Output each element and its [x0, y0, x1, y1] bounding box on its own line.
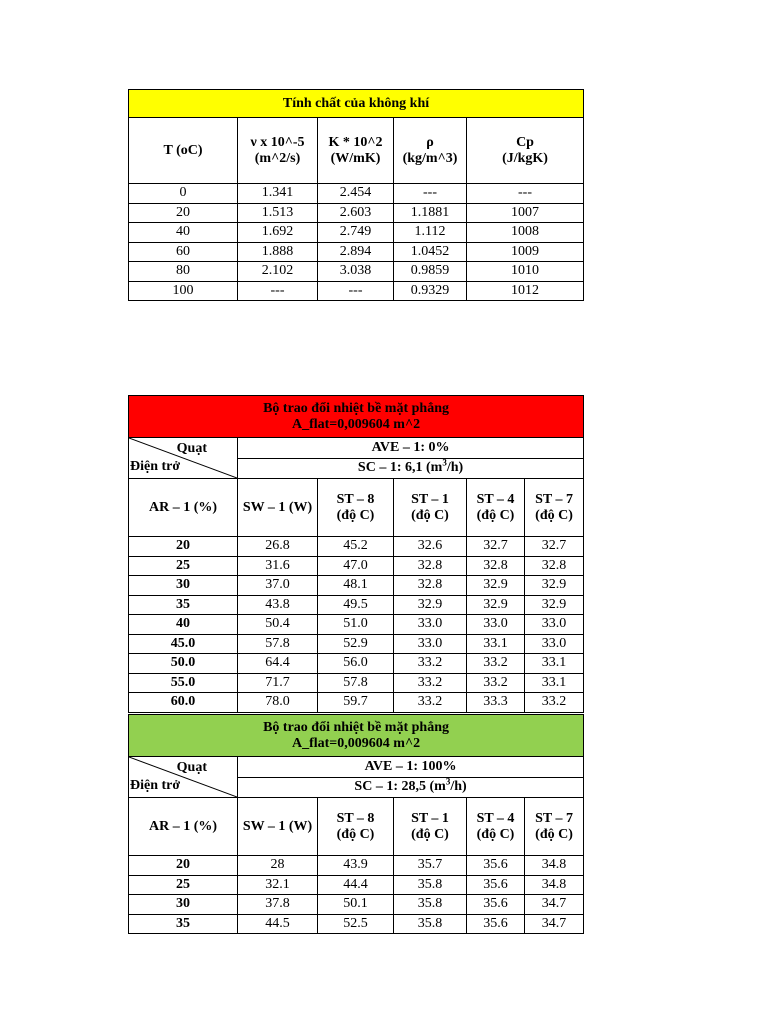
- table-row: [129, 615, 584, 635]
- header-sw1: SW – 1 (W): [238, 479, 318, 537]
- exchanger-2-body: [129, 856, 584, 934]
- table-cell: 30: [129, 895, 238, 915]
- table-cell: 60: [129, 242, 238, 262]
- table-row: [129, 537, 584, 557]
- table-cell: 33.0: [525, 634, 584, 654]
- table-cell: 1.341: [238, 184, 318, 204]
- table-cell: 32.9: [394, 595, 467, 615]
- table-cell: 20: [129, 856, 238, 876]
- table-cell: 45.2: [318, 537, 394, 557]
- header-specific-heat: Cp (J/kgK): [467, 118, 584, 184]
- table-cell: 34.7: [525, 895, 584, 915]
- table-cell: 30: [129, 576, 238, 596]
- table-cell: 34.7: [525, 914, 584, 934]
- table-cell: 33.1: [467, 634, 525, 654]
- table-cell: 37.8: [238, 895, 318, 915]
- table-cell: 35.8: [394, 875, 467, 895]
- table-cell: 35.8: [394, 914, 467, 934]
- air-table-header-row: [129, 118, 584, 184]
- table-row: [129, 223, 584, 243]
- table-cell: ---: [394, 184, 467, 204]
- table-cell: 33.0: [394, 615, 467, 635]
- table-cell: 32.8: [394, 556, 467, 576]
- table-cell: 57.8: [318, 673, 394, 693]
- table-cell: 50.4: [238, 615, 318, 635]
- table-cell: 48.1: [318, 576, 394, 596]
- fan-label: Quạt: [176, 760, 207, 775]
- exchanger-2-ave: AVE – 1: 100%: [238, 757, 584, 778]
- table-cell: 0.9329: [394, 281, 467, 301]
- table-cell: 47.0: [318, 556, 394, 576]
- table-cell: 35.8: [394, 895, 467, 915]
- header-st8: ST – 8 (độ C): [318, 798, 394, 856]
- table-row: [129, 203, 584, 223]
- table-cell: 78.0: [238, 693, 318, 713]
- table-cell: 32.7: [467, 537, 525, 557]
- table-cell: 45.0: [129, 634, 238, 654]
- table-cell: 20: [129, 537, 238, 557]
- table-cell: 40: [129, 223, 238, 243]
- table-row: [129, 556, 584, 576]
- table-cell: 33.0: [394, 634, 467, 654]
- heat-exchanger-table-1: [128, 395, 584, 713]
- header-st7: ST – 7 (độ C): [525, 798, 584, 856]
- table-cell: 37.0: [238, 576, 318, 596]
- table-cell: 33.2: [525, 693, 584, 713]
- table-cell: 80: [129, 262, 238, 282]
- table-row: [129, 281, 584, 301]
- table-cell: 2.454: [318, 184, 394, 204]
- table-cell: 1009: [467, 242, 584, 262]
- table-cell: 33.2: [394, 673, 467, 693]
- table-cell: 43.9: [318, 856, 394, 876]
- table-row: [129, 875, 584, 895]
- exchanger-2-ave-row: [129, 757, 584, 778]
- table-cell: 51.0: [318, 615, 394, 635]
- header-viscosity: ν x 10^-5 (m^2/s): [238, 118, 318, 184]
- exchanger-1-title-row: [129, 396, 584, 438]
- table-cell: 1012: [467, 281, 584, 301]
- table-cell: 33.2: [467, 654, 525, 674]
- table-cell: 35.6: [467, 856, 525, 876]
- header-st4: ST – 4 (độ C): [467, 479, 525, 537]
- table-cell: 40: [129, 615, 238, 635]
- table-cell: 33.0: [525, 615, 584, 635]
- table-row: [129, 634, 584, 654]
- table-cell: 57.8: [238, 634, 318, 654]
- table-cell: 35: [129, 595, 238, 615]
- table-cell: 1.513: [238, 203, 318, 223]
- header-st8: ST – 8 (độ C): [318, 479, 394, 537]
- table-cell: 50.1: [318, 895, 394, 915]
- table-cell: 52.5: [318, 914, 394, 934]
- table-cell: 60.0: [129, 693, 238, 713]
- header-conductivity: K * 10^2 (W/mK): [318, 118, 394, 184]
- table-cell: 25: [129, 875, 238, 895]
- table-cell: 64.4: [238, 654, 318, 674]
- table-cell: 1010: [467, 262, 584, 282]
- table-cell: 35.7: [394, 856, 467, 876]
- table-cell: 28: [238, 856, 318, 876]
- table-row: [129, 856, 584, 876]
- resistor-label: Điện trở: [130, 778, 181, 793]
- header-st1: ST – 1 (độ C): [394, 798, 467, 856]
- table-cell: 1007: [467, 203, 584, 223]
- table-cell: 2.102: [238, 262, 318, 282]
- table-row: [129, 693, 584, 713]
- table-cell: 32.1: [238, 875, 318, 895]
- table-cell: 35.6: [467, 875, 525, 895]
- table-cell: ---: [467, 184, 584, 204]
- table-cell: 2.603: [318, 203, 394, 223]
- table-cell: 1.112: [394, 223, 467, 243]
- table-cell: 33.0: [467, 615, 525, 635]
- fan-label: Quạt: [176, 441, 207, 456]
- header-ar1: AR – 1 (%): [129, 479, 238, 537]
- table-cell: 32.9: [467, 595, 525, 615]
- table-cell: 20: [129, 203, 238, 223]
- table-cell: 33.1: [525, 673, 584, 693]
- air-table-title: Tính chất của không khí: [129, 90, 584, 118]
- table-cell: 33.3: [467, 693, 525, 713]
- table-row: [129, 673, 584, 693]
- table-cell: 0.9859: [394, 262, 467, 282]
- table-cell: 35.6: [467, 914, 525, 934]
- header-st4: ST – 4 (độ C): [467, 798, 525, 856]
- table-cell: 35: [129, 914, 238, 934]
- table-cell: 52.9: [318, 634, 394, 654]
- heat-exchanger-table-2: [128, 714, 584, 934]
- exchanger-1-body: [129, 537, 584, 713]
- table-cell: 0: [129, 184, 238, 204]
- table-row: [129, 262, 584, 282]
- table-cell: ---: [238, 281, 318, 301]
- table-cell: 32.8: [467, 556, 525, 576]
- table-row: [129, 654, 584, 674]
- exchanger-2-sc: SC – 1: 28,5 $(m^3/h)$: [238, 777, 584, 798]
- table-cell: 33.2: [394, 693, 467, 713]
- table-cell: 35.6: [467, 895, 525, 915]
- table-cell: 2.749: [318, 223, 394, 243]
- table-cell: 44.4: [318, 875, 394, 895]
- table-cell: 32.8: [394, 576, 467, 596]
- table-cell: 33.2: [467, 673, 525, 693]
- table-cell: 59.7: [318, 693, 394, 713]
- table-cell: 49.5: [318, 595, 394, 615]
- table-cell: 1008: [467, 223, 584, 243]
- table-cell: 25: [129, 556, 238, 576]
- header-ar1: AR – 1 (%): [129, 798, 238, 856]
- resistor-label: Điện trở: [130, 459, 181, 474]
- header-density: ρ (kg/m^3): [394, 118, 467, 184]
- table-row: [129, 184, 584, 204]
- exchanger-1-ave-row: [129, 438, 584, 459]
- table-cell: 71.7: [238, 673, 318, 693]
- header-sw1: SW – 1 (W): [238, 798, 318, 856]
- table-cell: 55.0: [129, 673, 238, 693]
- table-cell: 1.0452: [394, 242, 467, 262]
- exchanger-1-sc: SC – 1: 6,1 $(m^3/h)$: [238, 458, 584, 479]
- table-cell: 1.888: [238, 242, 318, 262]
- table-row: [129, 914, 584, 934]
- table-cell: 50.0: [129, 654, 238, 674]
- table-cell: 32.6: [394, 537, 467, 557]
- header-st7: ST – 7 (độ C): [525, 479, 584, 537]
- table-row: [129, 242, 584, 262]
- exchanger-2-column-header-row: [129, 798, 584, 856]
- exchanger-1-title: Bộ trao đổi nhiệt bề mặt phẳng A_flat=0,009604 m^2: [129, 396, 584, 438]
- table-cell: 32.9: [467, 576, 525, 596]
- table-row: [129, 895, 584, 915]
- table-cell: 34.8: [525, 875, 584, 895]
- exchanger-1-ave: AVE – 1: 0%: [238, 438, 584, 459]
- table-row: [129, 595, 584, 615]
- table-cell: 2.894: [318, 242, 394, 262]
- table-cell: 32.9: [525, 595, 584, 615]
- exchanger-1-column-header-row: [129, 479, 584, 537]
- air-table-body: [129, 184, 584, 301]
- header-st1: ST – 1 (độ C): [394, 479, 467, 537]
- table-cell: ---: [318, 281, 394, 301]
- table-cell: 31.6: [238, 556, 318, 576]
- table-row: [129, 576, 584, 596]
- table-cell: 3.038: [318, 262, 394, 282]
- exchanger-2-title-row: [129, 715, 584, 757]
- air-table-title-row: [129, 90, 584, 118]
- exchanger-2-corner-cell: [129, 757, 238, 798]
- table-cell: 1.692: [238, 223, 318, 243]
- table-cell: 32.8: [525, 556, 584, 576]
- table-cell: 32.7: [525, 537, 584, 557]
- table-cell: 33.2: [394, 654, 467, 674]
- table-cell: 32.9: [525, 576, 584, 596]
- table-cell: 26.8: [238, 537, 318, 557]
- table-cell: 1.1881: [394, 203, 467, 223]
- header-temperature: T (oC): [129, 118, 238, 184]
- table-cell: 43.8: [238, 595, 318, 615]
- table-cell: 44.5: [238, 914, 318, 934]
- table-cell: 100: [129, 281, 238, 301]
- table-cell: 33.1: [525, 654, 584, 674]
- exchanger-2-title: Bộ trao đổi nhiệt bề mặt phẳng A_flat=0,009604 m^2: [129, 715, 584, 757]
- air-properties-table: [128, 89, 584, 301]
- table-cell: 34.8: [525, 856, 584, 876]
- exchanger-1-corner-cell: [129, 438, 238, 479]
- table-cell: 56.0: [318, 654, 394, 674]
